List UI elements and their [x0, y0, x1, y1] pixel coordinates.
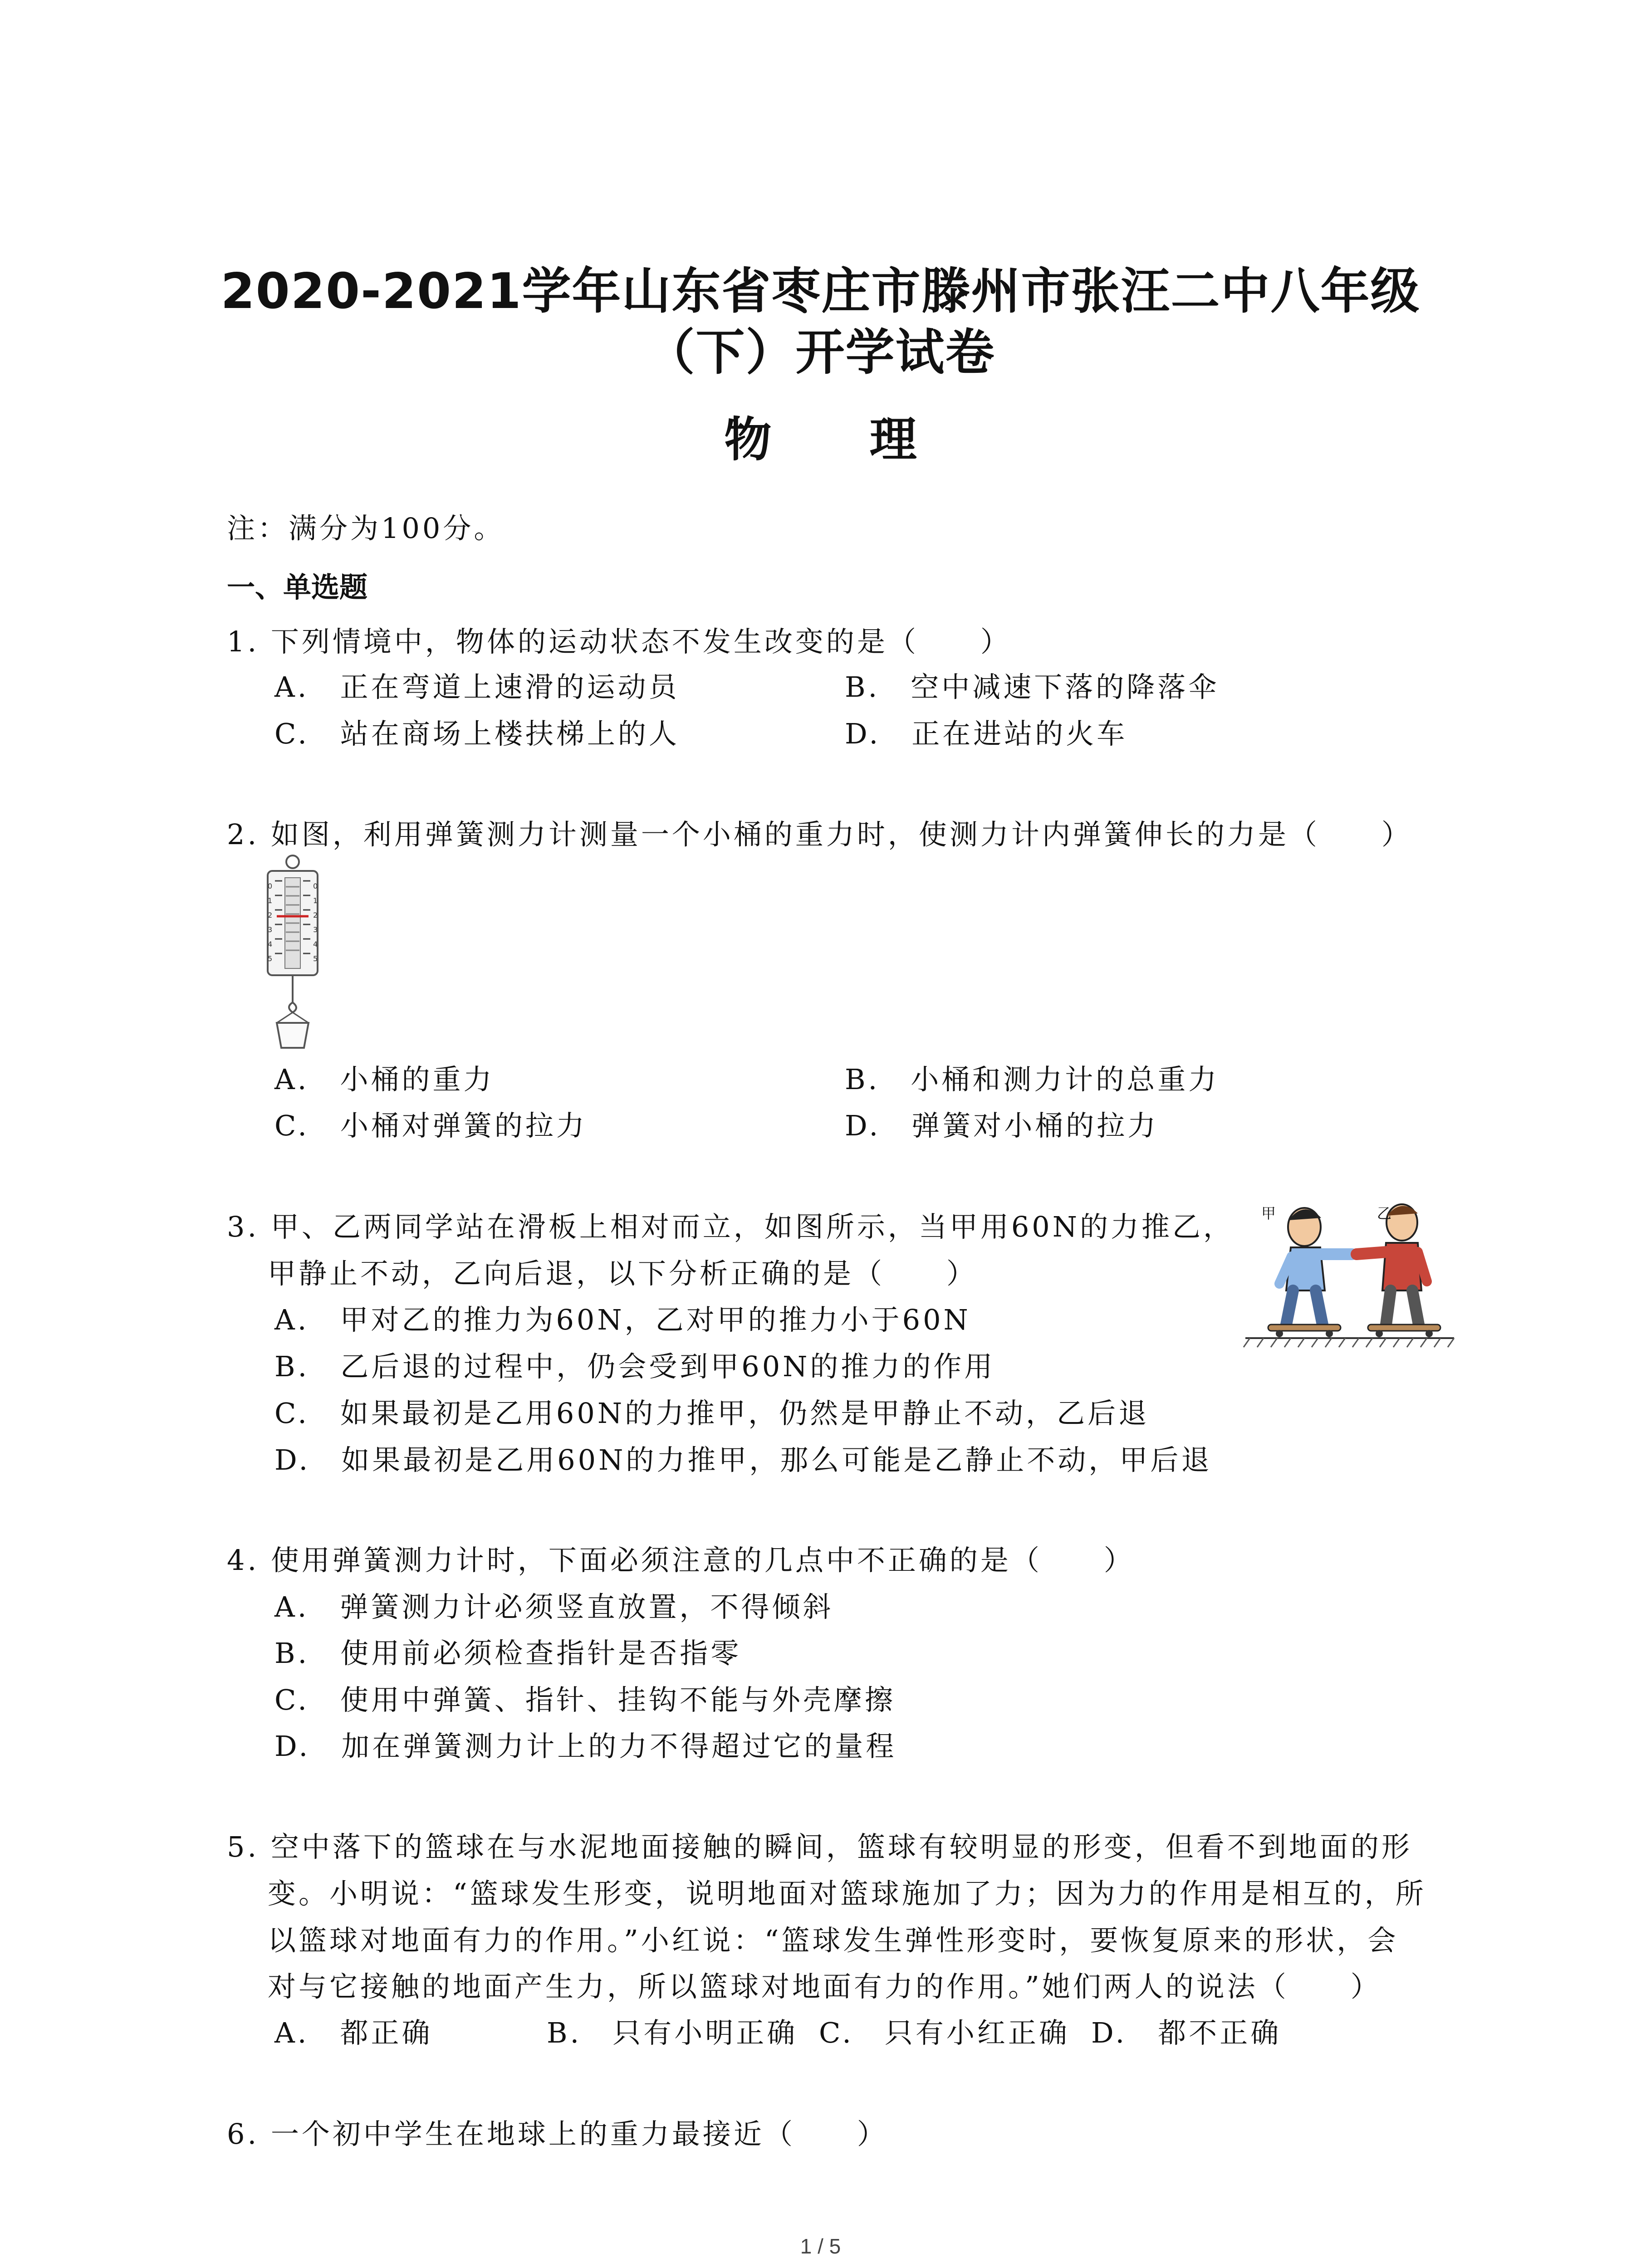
scale-left-ticks: 0 1 2 3 4 5: [268, 882, 273, 963]
q5-option-c: C. 只有小红正确: [819, 2016, 1070, 2049]
question-5-stem-line1: 5. 空中落下的篮球在与水泥地面接触的瞬间，篮球有较明显的形变，但看不到地面的形: [227, 1830, 1412, 1863]
q5-option-d: D. 都不正确: [1091, 2016, 1282, 2049]
score-note: 注：满分为100分。: [227, 512, 505, 545]
question-3-stem-line2: 甲静止不动，乙向后退，以下分析正确的是（ ）: [268, 1257, 978, 1290]
q1-option-d: D. 正在进站的火车: [845, 717, 1128, 750]
exam-title-line2: （下）开学试卷: [646, 324, 995, 381]
q4-option-a: A. 弹簧测力计必须竖直放置，不得倾斜: [274, 1590, 834, 1623]
question-5-stem-line4: 对与它接触的地面产生力，所以篮球对地面有力的作用。”她们两人的说法（ ）: [268, 1970, 1381, 2003]
exam-title-line1: 2020-2021学年山东省枣庄市滕州市张汪二中八年级: [220, 263, 1421, 320]
q1-option-a: A. 正在弯道上速滑的运动员: [274, 670, 680, 704]
q2-option-b: B. 小桶和测力计的总重力: [845, 1063, 1220, 1096]
question-6-stem: 6. 一个初中学生在地球上的重力最接近（ ）: [227, 2117, 888, 2151]
label-yi: 乙: [1377, 1205, 1392, 1222]
q4-option-b: B. 使用前必须检查指针是否指零: [274, 1637, 742, 1670]
q4-option-d: D. 加在弹簧测力计上的力不得超过它的量程: [274, 1730, 897, 1763]
q3-option-c: C. 如果最初是乙用60N的力推甲，仍然是甲静止不动，乙后退: [274, 1397, 1150, 1430]
section-heading: 一、单选题: [227, 571, 368, 604]
q4-option-c: C. 使用中弹簧、指针、挂钩不能与外壳摩擦: [274, 1683, 896, 1716]
question-1-stem: 1. 下列情境中，物体的运动状态不发生改变的是（ ）: [227, 625, 1011, 658]
q3-option-a: A. 甲对乙的推力为60N，乙对甲的推力小于60N: [274, 1303, 971, 1336]
question-4-stem: 4. 使用弹簧测力计时，下面必须注意的几点中不正确的是（ ）: [227, 1544, 1135, 1577]
question-3-stem-line1: 3. 甲、乙两同学站在滑板上相对而立，如图所示，当甲用60N的力推乙，: [227, 1210, 1234, 1243]
q1-option-c: C. 站在商场上楼扶梯上的人: [274, 717, 680, 750]
q3-option-b: B. 乙后退的过程中，仍会受到甲60N的推力的作用: [274, 1350, 995, 1383]
page-number: 1 / 5: [800, 2234, 841, 2258]
subject-title: 物 理: [724, 412, 958, 467]
question-2-stem: 2. 如图，利用弹簧测力计测量一个小桶的重力时，使测力计内弹簧伸长的力是（ ）: [227, 818, 1412, 851]
q1-option-b: B. 空中减速下落的降落伞: [845, 670, 1220, 704]
label-jia: 甲: [1261, 1205, 1276, 1222]
q5-option-b: B. 只有小明正确: [547, 2016, 798, 2049]
question-5-stem-line3: 以篮球对地面有力的作用。”小红说：“篮球发生弹性形变时，要恢复原来的形状，会: [268, 1924, 1399, 1957]
q2-option-d: D. 弹簧对小桶的拉力: [845, 1109, 1159, 1142]
q2-option-c: C. 小桶对弹簧的拉力: [274, 1109, 587, 1142]
question-5-stem-line2: 变。小明说：“篮球发生形变，说明地面对篮球施加了力；因为力的作用是相互的，所: [268, 1877, 1426, 1910]
scale-right-ticks: 0 1 2 3 4 5: [313, 882, 318, 963]
q5-option-a: A. 都正确: [274, 2016, 433, 2049]
q2-option-a: A. 小桶的重力: [274, 1063, 495, 1096]
q3-option-d: D. 如果最初是乙用60N的力推甲，那么可能是乙静止不动，甲后退: [274, 1443, 1212, 1476]
